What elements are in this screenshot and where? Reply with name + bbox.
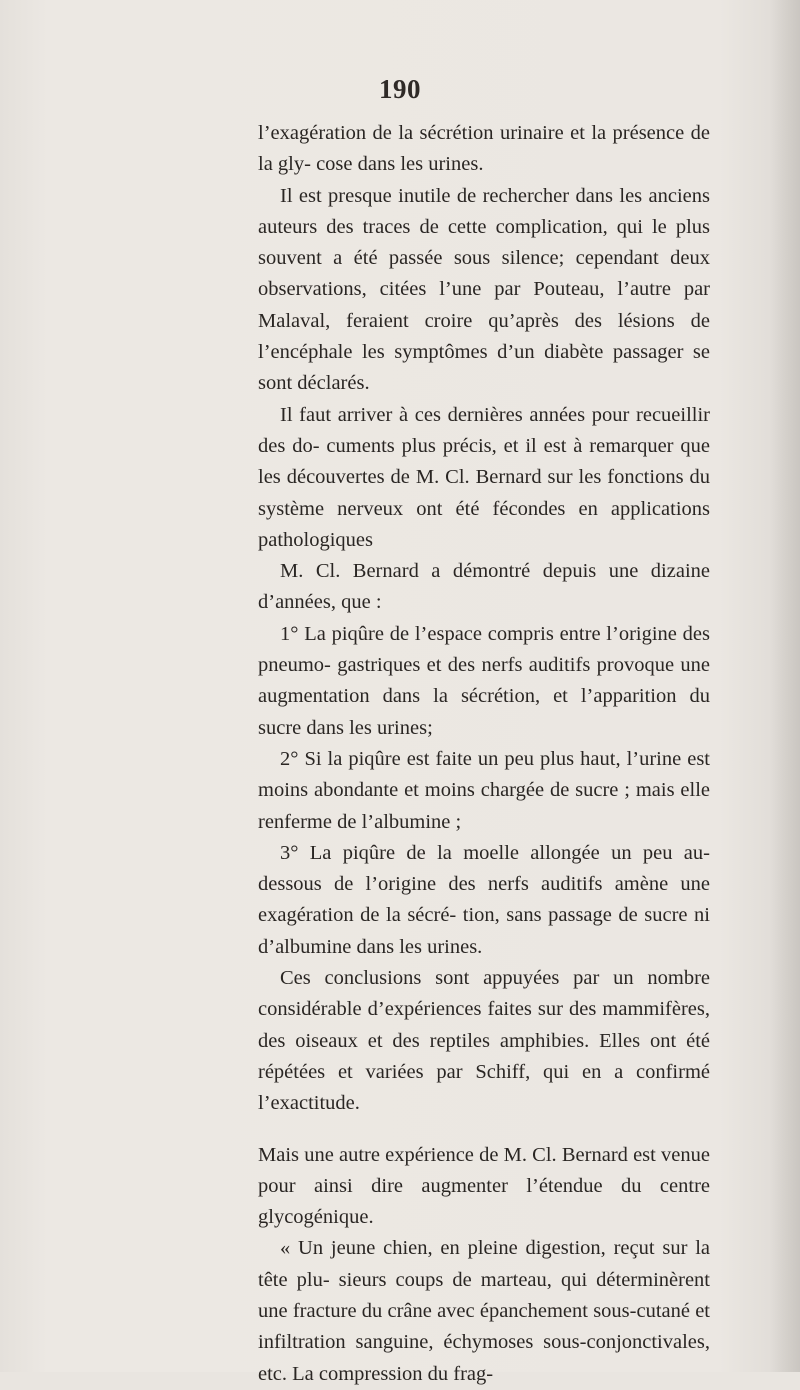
paragraph-gap (258, 1120, 710, 1140)
paragraph-9: Mais une autre expérience de M. Cl. Bernard est venue pour ainsi dire augmenter l’étendue du centre glycogénique. (258, 1143, 710, 1229)
paragraph-1: l’exagération de la sécrétion urinaire et la présence de la gly- cose dans les urines. (258, 122, 710, 176)
paragraph-8: Ces conclusions sont appuyées par un nombre considérable d’expériences faites sur des mammifères, des oiseaux et des reptiles amphibies. Elles ont été répétées et variées par Schiff, qui en a confirmé l’exactitude. (258, 967, 710, 1115)
paragraph-4: M. Cl. Bernard a démontré depuis une dizaine d’années, que : (258, 560, 710, 614)
paragraph-2: Il est presque inutile de rechercher dans les anciens auteurs des traces de cette complication, qui le plus souvent a été passée sous silence; cependant deux observations, citées l’une par Pouteau, l’autre par Malaval, feraient croire qu’après des lésions de l’encéphale les symptômes d’un diabète passager se sont déclarés. (258, 184, 710, 395)
paragraph-10: « Un jeune chien, en pleine digestion, reçut sur la tête plu- sieurs coups de marteau, qui déterminèrent une fracture du crâne avec épanchement sous-cutané et infiltration sanguine, échymoses sous-conjonctivales, etc. La compression du frag- (258, 1237, 710, 1385)
paragraph-7: 3° La piqûre de la moelle allongée un peu au-dessous de l’origine des nerfs auditifs amène une exagération de la sécré- tion, sans passage de sucre ni d’albumine dans les urines. (258, 841, 710, 958)
body-text (258, 118, 710, 1390)
paragraph-5: 1° La piqûre de l’espace compris entre l’origine des pneumo- gastriques et des nerfs auditifs provoque une augmentation dans la sécrétion, et l’apparition du sucre dans les urines; (258, 622, 710, 739)
paragraph-6: 2° Si la piqûre est faite un peu plus haut, l’urine est moins abondante et moins chargée de sucre ; mais elle renferme de l’albumine ; (258, 747, 710, 833)
paragraph-3: Il faut arriver à ces dernières années pour recueillir des do- cuments plus précis, et il est à remarquer que les découvertes de M. Cl. Bernard sur les fonctions du système nerveux ont été fécondes en applications pathologiques (258, 403, 710, 551)
page-number: 190 (379, 74, 421, 104)
page-edge-shadow (770, 0, 800, 1372)
